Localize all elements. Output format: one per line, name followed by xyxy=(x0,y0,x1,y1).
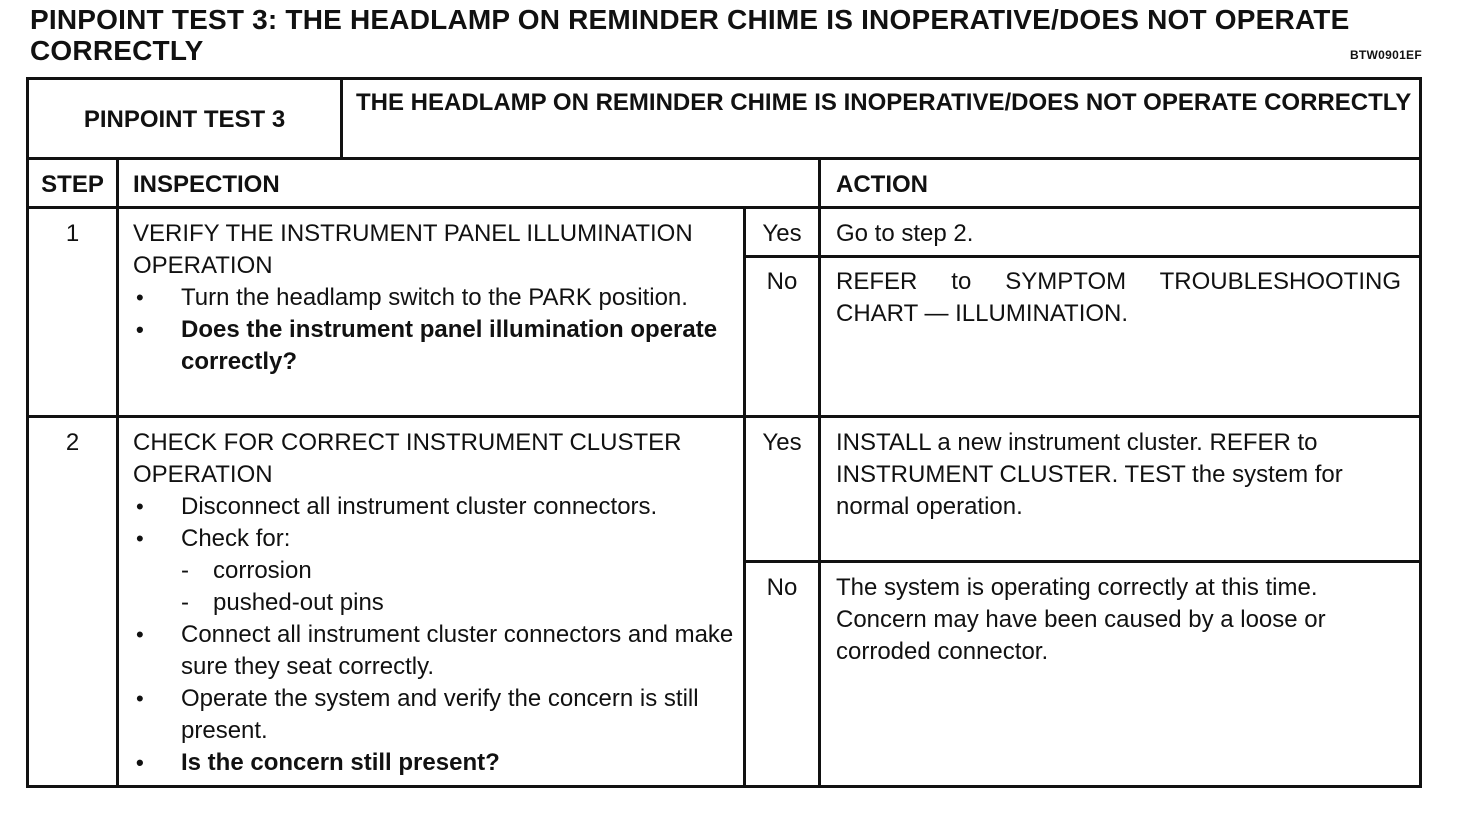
rule-columns-bottom xyxy=(26,206,1422,209)
test-label: PINPOINT TEST 3 xyxy=(83,106,286,133)
step-1-number: 1 xyxy=(65,220,80,247)
step-1-no-label: No xyxy=(766,268,798,295)
rule-step2-yes xyxy=(745,560,1422,563)
rule-header-divider xyxy=(340,77,343,159)
step-2-number: 2 xyxy=(65,429,80,456)
col-step: STEP xyxy=(41,171,104,198)
figure-code: BTW0901EF xyxy=(1349,48,1422,62)
step-2-yes-action: INSTALL a new instrument cluster. REFER to INSTRUMENT CLUSTER. TEST the system for normal operation. xyxy=(836,429,1343,520)
bullet-item: • Operate the system and verify the concern is still present. xyxy=(133,683,738,747)
step-2-heading: CHECK FOR CORRECT INSTRUMENT CLUSTER OPERATION xyxy=(133,429,682,488)
sub-item: - corrosion xyxy=(181,555,738,587)
test-title: THE HEADLAMP ON REMINDER CHIME IS INOPERATIVE/DOES NOT OPERATE CORRECTLY xyxy=(356,89,1412,116)
sub-item: - pushed-out pins xyxy=(181,587,738,619)
step-1-yes-action: Go to step 2. xyxy=(836,220,974,247)
step-2-inspection xyxy=(133,427,738,779)
bullet-item: • Disconnect all instrument cluster connectors. xyxy=(133,491,738,523)
rule-step1-yes xyxy=(745,255,1422,258)
rule-step1-bottom xyxy=(26,415,1422,418)
step-2-bullets xyxy=(133,491,738,555)
bullet-question: • Does the instrument panel illumination operate correctly? xyxy=(133,314,738,378)
step-2-sub-items xyxy=(133,555,738,619)
step-1-no-action: REFER to SYMPTOM TROUBLESHOOTING CHART — ILLUMINATION. xyxy=(836,268,1401,327)
rule-header-bottom xyxy=(26,157,1422,160)
step-1-yes-label: Yes xyxy=(762,220,802,247)
col-inspection: INSPECTION xyxy=(133,171,280,198)
page-title: PINPOINT TEST 3: THE HEADLAMP ON REMINDER CHIME IS INOPERATIVE/DOES NOT OPERATE CORRECTLY xyxy=(30,4,1350,66)
step-1-inspection xyxy=(133,218,738,378)
rule-step-col xyxy=(116,157,119,788)
step-2-bullets-continued xyxy=(133,619,738,779)
bullet-item: • Turn the headlamp switch to the PARK position. xyxy=(133,282,738,314)
step-2-no-label: No xyxy=(766,574,798,601)
step-1-bullets xyxy=(133,282,738,378)
bullet-text: Check for: xyxy=(181,525,291,552)
bullet-question: • Is the concern still present? xyxy=(133,747,738,779)
rule-action-col xyxy=(818,157,821,788)
step-2-yes-label: Yes xyxy=(762,429,802,456)
col-action: ACTION xyxy=(836,171,928,198)
step-1-heading: VERIFY THE INSTRUMENT PANEL ILLUMINATION OPERATION xyxy=(133,220,693,279)
step-2-no-action: The system is operating correctly at this time. Concern may have been caused by a loose or corroded connector. xyxy=(836,574,1326,665)
bullet-item xyxy=(133,523,738,555)
bullet-item: • Connect all instrument cluster connectors and make sure they seat correctly. xyxy=(133,619,738,683)
